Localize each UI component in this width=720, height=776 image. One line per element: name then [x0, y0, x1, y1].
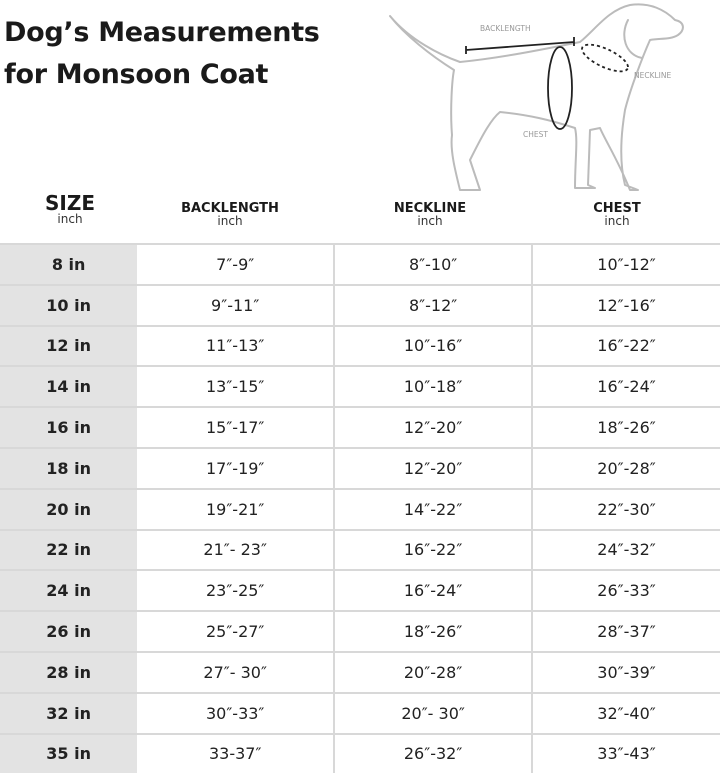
diagram-label-neckline: NECKLINE — [634, 71, 672, 80]
chest-cell: 16″-24″ — [597, 377, 656, 397]
table-row — [0, 651, 720, 692]
chest-cell: 18″-26″ — [597, 418, 656, 438]
diagram-label-backlength: BACKLENGTH — [480, 24, 531, 33]
table-row — [0, 325, 720, 366]
backlength-cell: 23″-25″ — [137, 571, 335, 610]
size-cell: 26 in — [0, 612, 137, 651]
neckline-cell: 14″-22″ — [335, 490, 533, 529]
size-cell: 18 in — [0, 449, 137, 488]
size-cell: 35 in — [0, 735, 137, 774]
backlength-cell: 15″-17″ — [137, 408, 335, 447]
chest-cell: 20″-28″ — [597, 458, 656, 478]
table-row — [0, 610, 720, 651]
backlength-cell: 21″- 23″ — [137, 531, 335, 570]
title-line: for Monsoon Coat — [4, 59, 269, 90]
header-neckline: NECKLINE inch — [393, 201, 467, 228]
size-cell: 16 in — [0, 408, 137, 447]
table-row — [0, 529, 720, 570]
header-chest: CHEST inch — [593, 201, 641, 228]
size-cell: 10 in — [0, 286, 137, 325]
neckline-cell: 20″- 30″ — [335, 694, 533, 733]
table-row — [0, 569, 720, 610]
backlength-cell: 19″-21″ — [137, 490, 335, 529]
table-row — [0, 243, 720, 284]
table-row — [0, 365, 720, 406]
backlength-cell: 17″-19″ — [137, 449, 335, 488]
chest-cell: 30″-39″ — [597, 662, 656, 682]
size-cell: 24 in — [0, 571, 137, 610]
backlength-cell: 11″-13″ — [137, 327, 335, 366]
size-cell: 32 in — [0, 694, 137, 733]
neckline-cell: 18″-26″ — [335, 612, 533, 651]
header-size: SIZE inch — [44, 191, 95, 226]
dog-measurement-diagram — [380, 0, 720, 200]
size-cell: 8 in — [0, 245, 137, 284]
neckline-cell: 20″-28″ — [335, 653, 533, 692]
backlength-cell: 25″-27″ — [137, 612, 335, 651]
backlength-cell: 27″- 30″ — [137, 653, 335, 692]
chest-cell: 28″-37″ — [597, 622, 656, 642]
title-line: Dog’s Measurements — [4, 17, 320, 48]
size-cell: 12 in — [0, 327, 137, 366]
size-cell: 20 in — [0, 490, 137, 529]
neckline-cell: 8″-10″ — [335, 245, 533, 284]
chest-cell: 22″-30″ — [597, 499, 656, 519]
chest-cell: 24″-32″ — [597, 540, 656, 560]
chest-cell: 26″-33″ — [597, 581, 656, 601]
table-row — [0, 733, 720, 774]
table-row — [0, 406, 720, 447]
size-cell: 28 in — [0, 653, 137, 692]
table-row — [0, 284, 720, 325]
chest-cell: 32″-40″ — [597, 703, 656, 723]
backlength-cell: 7″-9″ — [137, 245, 335, 284]
size-cell: 14 in — [0, 367, 137, 406]
dog-outline — [390, 4, 683, 190]
diagram-label-chest: CHEST — [523, 130, 548, 139]
table-row — [0, 488, 720, 529]
neckline-cell: 26″-32″ — [335, 735, 533, 774]
neckline-cell: 12″-20″ — [335, 408, 533, 447]
backlength-cell: 30″-33″ — [137, 694, 335, 733]
chest-cell: 33″-43″ — [597, 744, 656, 764]
chest-measure — [548, 47, 572, 129]
size-cell: 22 in — [0, 531, 137, 570]
chest-cell: 12″-16″ — [597, 295, 656, 315]
size-table — [0, 243, 720, 773]
backlength-cell: 9″-11″ — [137, 286, 335, 325]
chest-cell: 16″-22″ — [597, 336, 656, 356]
backlength-cell: 33-37″ — [137, 735, 335, 774]
backlength-cell: 13″-15″ — [137, 367, 335, 406]
neckline-cell: 10″-16″ — [335, 327, 533, 366]
table-row — [0, 692, 720, 733]
neckline-cell: 16″-22″ — [335, 531, 533, 570]
page-title — [4, 12, 320, 96]
neckline-cell: 10″-18″ — [335, 367, 533, 406]
chest-cell: 10″-12″ — [597, 254, 656, 274]
neckline-cell: 16″-24″ — [335, 571, 533, 610]
table-row — [0, 447, 720, 488]
neckline-cell: 12″-20″ — [335, 449, 533, 488]
header-backlength: BACKLENGTH inch — [181, 201, 279, 228]
neckline-measure — [579, 39, 632, 76]
neckline-cell: 8″-12″ — [335, 286, 533, 325]
